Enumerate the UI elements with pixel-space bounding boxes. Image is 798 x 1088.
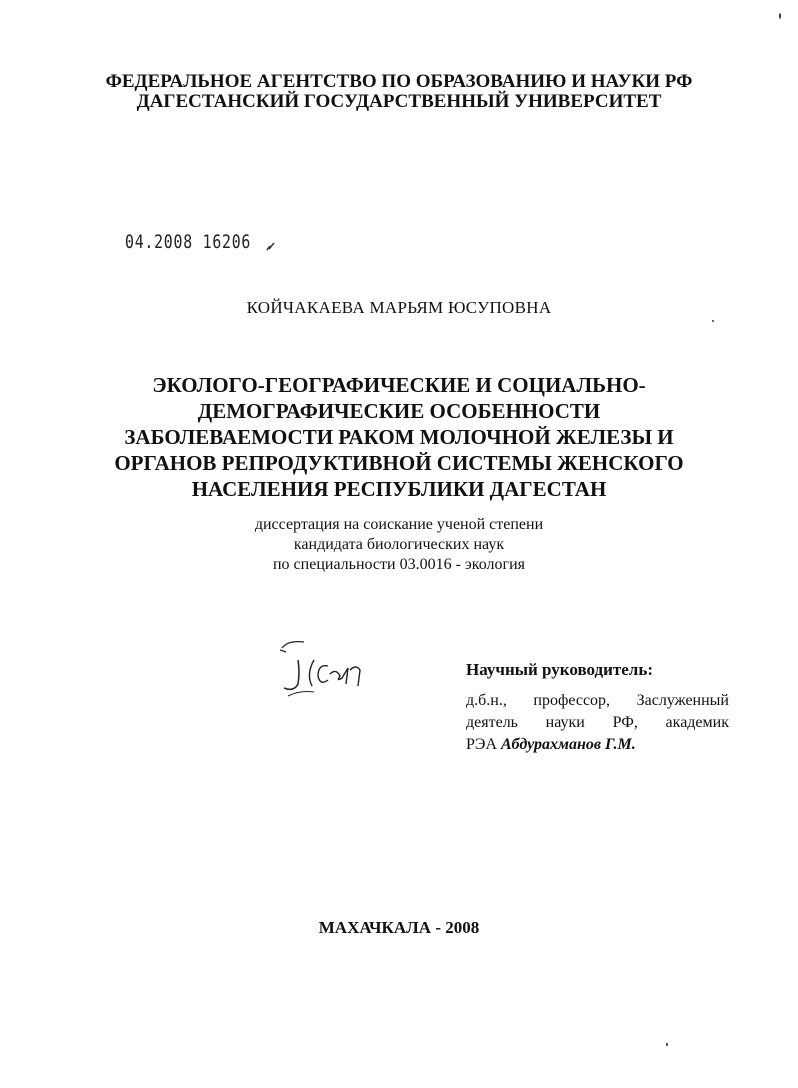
author-name: КОЙЧАКАЕВА МАРЬЯМ ЮСУПОВНА: [246, 298, 552, 317]
title-line: НАСЕЛЕНИЯ РЕСПУБЛИКИ ДАГЕСТАН: [191, 477, 607, 501]
supervisor-details: [466, 690, 729, 756]
title-line: ЭКОЛОГО-ГЕОГРАФИЧЕСКИЕ И СОЦИАЛЬНО-: [152, 373, 646, 397]
supervisor-line: [466, 734, 729, 756]
scan-speck-bottom-right: [666, 1043, 668, 1046]
stamp-tick-mark: [265, 240, 277, 254]
agency-line-1: ФЕДЕРАЛЬНОЕ АГЕНТСТВО ПО ОБРАЗОВАНИЮ И НАУКИ РФ: [105, 71, 693, 92]
degree-description: [0, 515, 798, 575]
agency-header: [0, 72, 798, 112]
registration-stamp: 04.2008 16206: [125, 231, 252, 253]
supervisor-line: д.б.н., профессор, Заслуженный: [466, 692, 729, 709]
handwritten-signature: [270, 630, 380, 700]
supervisor-heading: Научный руководитель:: [466, 660, 653, 679]
title-line: ДЕМОГРАФИЧЕСКИЕ ОСОБЕННОСТИ: [197, 399, 601, 423]
title-line: ЗАБОЛЕВАЕМОСТИ РАКОМ МОЛОЧНОЙ ЖЕЛЕЗЫ И: [124, 425, 674, 449]
scan-speck-top-right: [779, 13, 781, 19]
city-year: МАХАЧКАЛА - 2008: [318, 918, 480, 937]
subtitle-line: кандидата биологических наук: [293, 536, 505, 553]
subtitle-line: диссертация на соискание ученой степени: [254, 516, 544, 533]
title-line: ОРГАНОВ РЕПРОДУКТИВНОЙ СИСТЕМЫ ЖЕНСКОГО: [114, 451, 684, 475]
dissertation-title: [0, 372, 798, 502]
supervisor-academy: РЭА: [466, 736, 502, 753]
agency-line-2: ДАГЕСТАНСКИЙ ГОСУДАРСТВЕННЫЙ УНИВЕРСИТЕТ: [136, 91, 662, 112]
supervisor-name: Абдурахманов Г.М.: [501, 736, 636, 753]
scan-speck-mid-right: [712, 320, 714, 322]
supervisor-line: деятель науки РФ, академик: [466, 714, 729, 731]
subtitle-line: по специальности 03.0016 - экология: [272, 556, 525, 573]
